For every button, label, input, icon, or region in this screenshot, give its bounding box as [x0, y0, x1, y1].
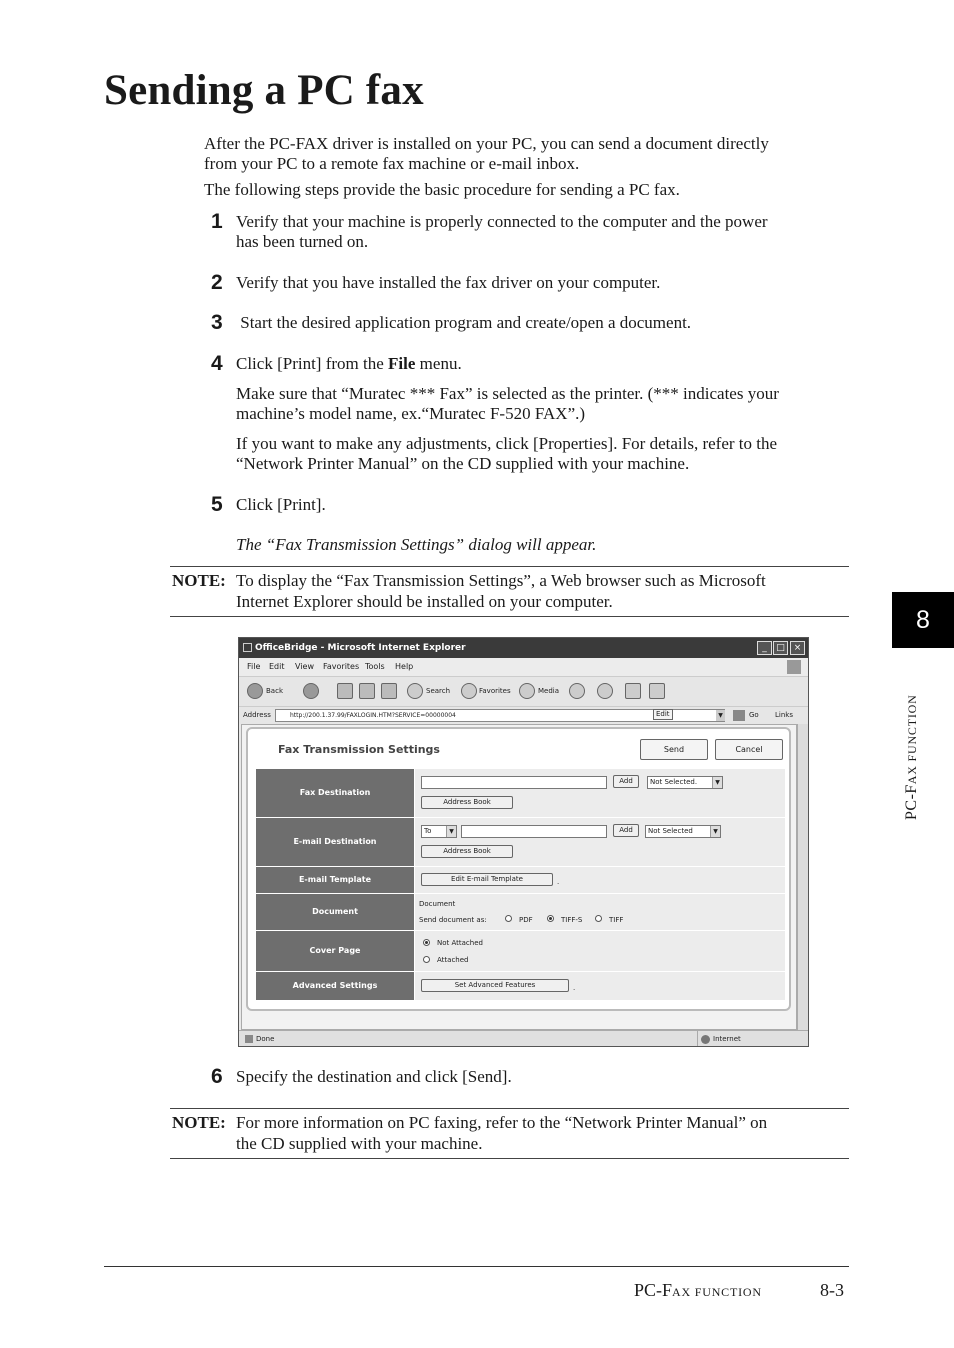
- window-titlebar: [239, 638, 808, 658]
- step-number: 1: [211, 210, 223, 233]
- row-label-email-destination: E-mail Destination: [256, 818, 414, 866]
- close-icon[interactable]: ×: [790, 641, 805, 655]
- ie-page-icon: [243, 643, 252, 652]
- stop-icon[interactable]: [337, 683, 353, 699]
- intro-line: After the PC-FAX driver is installed on your PC, you can send a document directly: [204, 134, 769, 153]
- step-line: machine’s model name, ex.“Muratec F-520 FAX”.): [236, 404, 586, 423]
- to-select-value: To: [424, 827, 432, 835]
- page-done-icon: [245, 1035, 253, 1043]
- chevron-down-icon: ▼: [710, 826, 720, 837]
- media-label[interactable]: Media: [538, 687, 560, 695]
- note-divider-top: [170, 566, 849, 567]
- menu-tools[interactable]: Tools: [365, 662, 385, 671]
- step-5-text: Click [Print].: [236, 495, 326, 514]
- step-1-text: [236, 212, 854, 252]
- row-email-destination: [415, 818, 785, 866]
- chapter-tab: 8: [892, 592, 954, 648]
- row-advanced-settings: [415, 972, 785, 1000]
- footer-rule: [104, 1266, 849, 1267]
- go-arrow-icon[interactable]: [733, 710, 745, 721]
- separator-dot: .: [573, 984, 576, 992]
- note-line: For more information on PC faxing, refer to the “Network Printer Manual” on: [236, 1113, 768, 1132]
- side-label-main: PC-F: [903, 784, 920, 820]
- email-address-input[interactable]: [461, 825, 607, 838]
- send-button[interactable]: Send: [640, 739, 708, 760]
- intro-paragraph-2: The following steps provide the basic procedure for sending a PC fax.: [204, 180, 680, 199]
- radio-tiff-s[interactable]: [547, 915, 554, 922]
- row-cover-page: [415, 931, 785, 971]
- row-fax-destination: [415, 769, 785, 817]
- edit-page-icon[interactable]: [649, 683, 665, 699]
- forward-arrow-icon[interactable]: [303, 683, 319, 699]
- status-bar: [239, 1030, 808, 1046]
- note-divider-bottom: [170, 1158, 849, 1159]
- add-fax-button[interactable]: Add: [613, 775, 639, 788]
- row-label-fax-destination: Fax Destination: [256, 769, 414, 817]
- minimize-icon[interactable]: _: [757, 641, 772, 655]
- row-label-email-template: E-mail Template: [256, 867, 414, 893]
- to-select[interactable]: [421, 825, 457, 838]
- note-divider-bottom: [170, 616, 849, 617]
- fax-settings-form: [246, 727, 791, 1011]
- radio-not-attached[interactable]: [423, 939, 430, 946]
- status-divider: [697, 1031, 698, 1047]
- cancel-button[interactable]: Cancel: [715, 739, 783, 760]
- attached-label: Attached: [437, 956, 469, 964]
- radio-pdf[interactable]: [505, 915, 512, 922]
- separator-dot: .: [557, 878, 560, 886]
- intro-paragraph-1: [204, 134, 854, 174]
- note-divider-top: [170, 1108, 849, 1109]
- menu-edit[interactable]: Edit: [269, 662, 285, 671]
- search-icon[interactable]: [407, 683, 423, 699]
- menu-help[interactable]: Help: [395, 662, 414, 671]
- note-2-text: [236, 1112, 848, 1154]
- email-select-value: Not Selected: [648, 827, 693, 835]
- note-1-text: [236, 570, 848, 612]
- step-line: If you want to make any adjustments, click [Properties]. For details, refer to the: [236, 434, 778, 453]
- tiff-label: TIFF: [609, 916, 624, 924]
- step-4-printer-note: [236, 384, 854, 424]
- step-3-text: Start the desired application program and create/open a document.: [236, 313, 692, 332]
- step-2-text: Verify that you have installed the fax driver on your computer.: [236, 273, 661, 292]
- note-line: To display the “Fax Transmission Settings”, a Web browser such as Microsoft: [236, 571, 766, 590]
- address-dropdown-icon[interactable]: ▼: [716, 710, 725, 721]
- pdf-label: PDF: [519, 916, 533, 924]
- row-email-template: [415, 867, 785, 893]
- fax-select[interactable]: [647, 776, 723, 789]
- footer-section: [634, 1280, 762, 1301]
- vertical-scrollbar[interactable]: [797, 724, 808, 1030]
- form-title: Fax Transmission Settings: [278, 743, 440, 756]
- row-label-cover-page: Cover Page: [256, 931, 414, 971]
- edit-tooltip: Edit: [653, 709, 673, 720]
- step-line: “Network Printer Manual” on the CD supplied with your machine.: [236, 454, 690, 473]
- footer-section-rest: AX FUNCTION: [672, 1285, 762, 1299]
- tiff-s-label: TIFF-S: [561, 916, 583, 924]
- history-icon[interactable]: [569, 683, 585, 699]
- row-document: [415, 894, 785, 930]
- set-advanced-features-button[interactable]: Set Advanced Features: [421, 979, 569, 992]
- step-4-properties-note: [236, 434, 854, 474]
- step-number: 6: [211, 1065, 223, 1088]
- browser-screenshot: [238, 637, 809, 1047]
- radio-tiff[interactable]: [595, 915, 602, 922]
- home-icon[interactable]: [381, 683, 397, 699]
- not-attached-label: Not Attached: [437, 939, 483, 947]
- radio-attached[interactable]: [423, 956, 430, 963]
- back-label[interactable]: Back: [266, 687, 283, 695]
- search-label[interactable]: Search: [426, 687, 451, 695]
- step-4-text: [236, 354, 854, 374]
- fax-number-input[interactable]: [421, 776, 607, 789]
- edit-email-template-button[interactable]: Edit E-mail Template: [421, 873, 553, 886]
- step-number: 4: [211, 352, 223, 375]
- step-text-part: menu.: [415, 354, 462, 373]
- page-content-area: [241, 724, 797, 1030]
- chevron-down-icon: ▼: [446, 826, 456, 837]
- row-label-advanced-settings: Advanced Settings: [256, 972, 414, 1000]
- browser-toolbar: [239, 676, 808, 706]
- step-number: 5: [211, 493, 223, 516]
- email-select[interactable]: [645, 825, 721, 838]
- step-line: Make sure that “Muratec *** Fax” is selected as the printer. (*** indicates your: [236, 384, 779, 403]
- page-number: 8-3: [820, 1280, 844, 1300]
- note-line: Internet Explorer should be installed on your computer.: [236, 592, 613, 611]
- step-text-part: Click [Print] from the: [236, 354, 389, 373]
- menu-view[interactable]: View: [295, 662, 314, 671]
- footer-section-main: PC-F: [634, 1280, 673, 1300]
- add-email-button[interactable]: Add: [613, 824, 639, 837]
- page-title: Sending a PC fax: [104, 67, 424, 114]
- links-label[interactable]: Links: [775, 711, 793, 719]
- chapter-side-label: [903, 694, 921, 820]
- step-5-result: The “Fax Transmission Settings” dialog will appear.: [236, 535, 597, 554]
- back-arrow-icon[interactable]: [247, 683, 263, 699]
- step-6-text: Specify the destination and click [Send].: [236, 1067, 512, 1086]
- step-line: has been turned on.: [236, 232, 369, 251]
- note-label: NOTE:: [172, 1113, 226, 1132]
- step-number: 3: [211, 311, 223, 334]
- side-label-rest: AX FUNCTION: [905, 694, 919, 785]
- step-number: 2: [211, 271, 223, 294]
- fax-address-book-button[interactable]: Address Book: [421, 796, 513, 809]
- intro-line: from your PC to a remote fax machine or e-mail inbox.: [204, 154, 580, 173]
- mail-icon[interactable]: [597, 683, 613, 699]
- globe-icon: [701, 1035, 710, 1044]
- favorites-star-icon[interactable]: [461, 683, 477, 699]
- send-as-label: Send document as:: [419, 916, 487, 924]
- refresh-icon[interactable]: [359, 683, 375, 699]
- media-icon[interactable]: [519, 683, 535, 699]
- document-heading: Document: [419, 900, 456, 908]
- row-label-document: Document: [256, 894, 414, 930]
- status-text: Done: [256, 1035, 275, 1043]
- file-menu-name: File: [388, 354, 416, 373]
- print-icon[interactable]: [625, 683, 641, 699]
- favorites-label[interactable]: Favorites: [479, 687, 511, 695]
- address-label: Address: [243, 711, 271, 719]
- menu-favorites[interactable]: Favorites: [323, 662, 360, 671]
- go-button[interactable]: Go: [749, 711, 759, 719]
- menu-file[interactable]: File: [247, 662, 261, 671]
- note-label: NOTE:: [172, 571, 226, 590]
- chevron-down-icon: ▼: [712, 777, 722, 788]
- menu-bar: [239, 658, 808, 676]
- maximize-icon[interactable]: □: [773, 641, 788, 655]
- zone-label: Internet: [713, 1035, 741, 1043]
- window-title: OfficeBridge - Microsoft Internet Explorer: [255, 643, 466, 653]
- email-address-book-button[interactable]: Address Book: [421, 845, 513, 858]
- windows-logo-icon: [787, 660, 801, 674]
- address-input[interactable]: http://200.1.37.99/FAXLOGIN.HTM?SERVICE=00000004: [275, 709, 725, 722]
- address-bar: [239, 706, 808, 724]
- note-line: the CD supplied with your machine.: [236, 1134, 483, 1153]
- fax-select-value: Not Selected.: [650, 778, 698, 786]
- step-line: Verify that your machine is properly connected to the computer and the power: [236, 212, 768, 231]
